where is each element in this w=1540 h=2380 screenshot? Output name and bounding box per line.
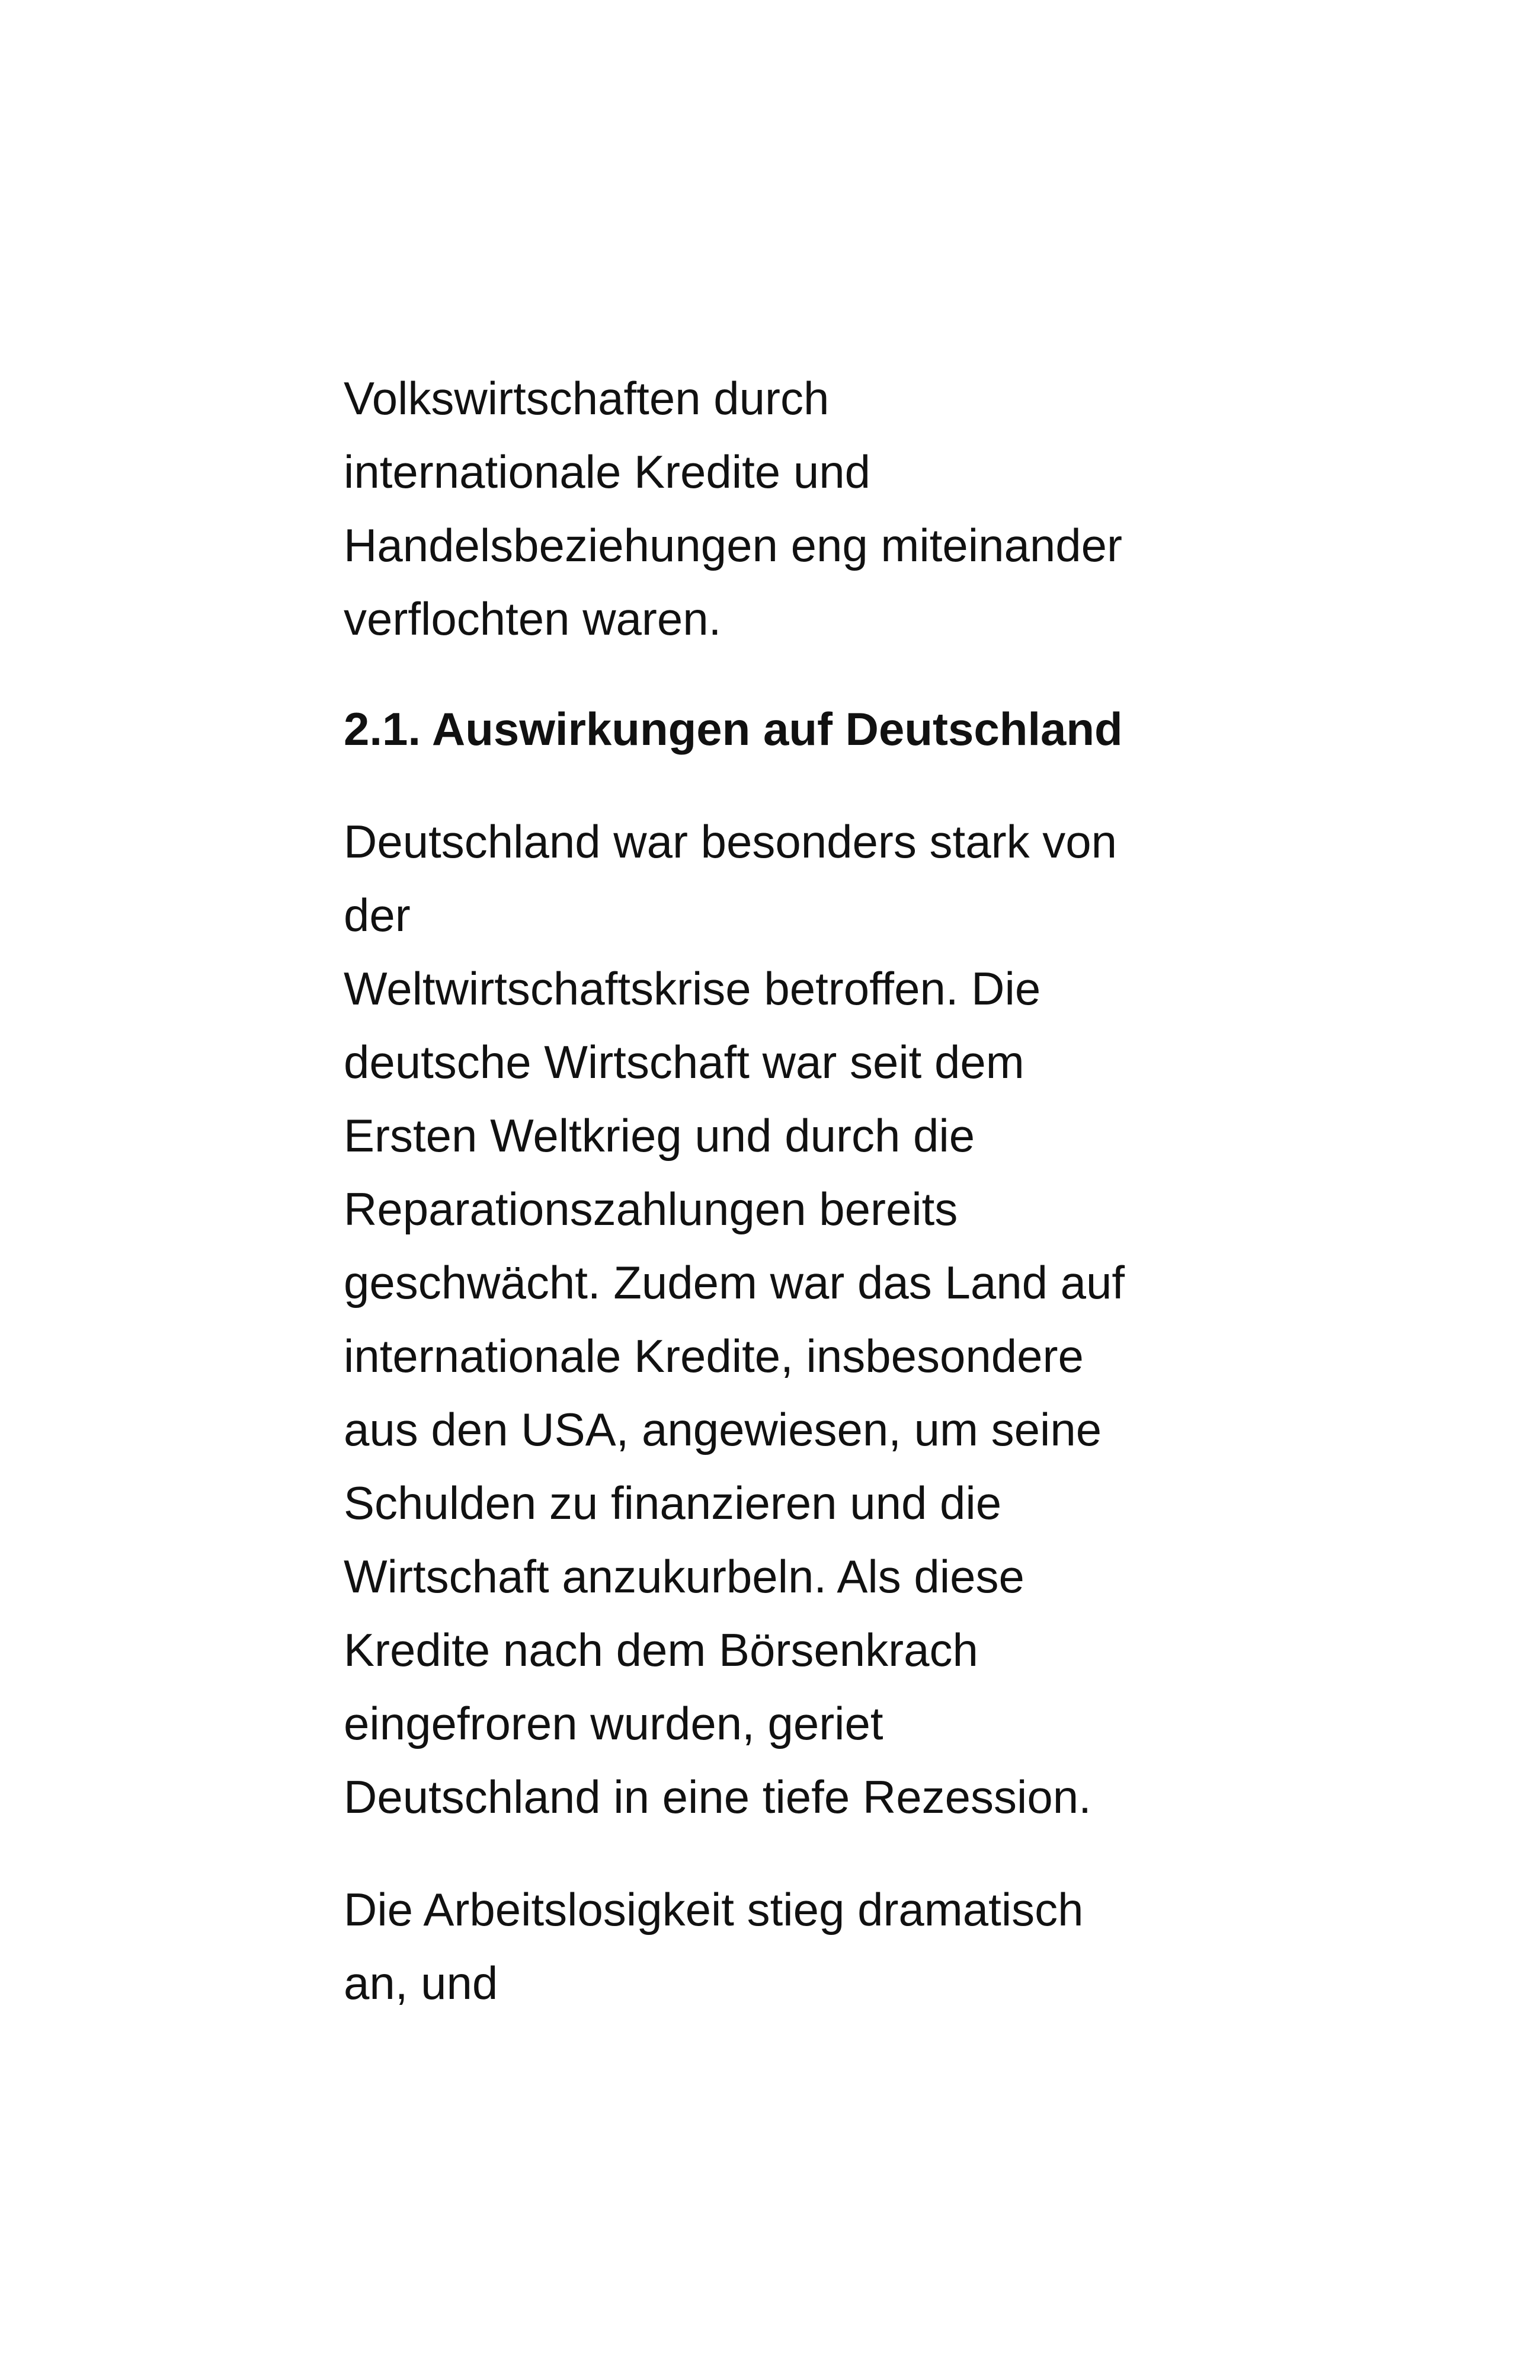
text-line: Weltwirtschaftskrise betroffen. Die [344, 962, 1041, 1015]
text-line: internationale Kredite und [344, 446, 870, 498]
text-line: Kredite nach dem Börsenkrach [344, 1624, 978, 1676]
text-column [344, 362, 1197, 2020]
text-line: deutsche Wirtschaft war seit dem [344, 1036, 1024, 1088]
text-line: Deutschland in eine tiefe Rezession. [344, 1771, 1091, 1823]
text-line: internationale Kredite, insbesondere [344, 1330, 1084, 1382]
paragraph-germany-impact [344, 805, 1197, 1834]
spacer [344, 655, 1197, 692]
paragraph-unemployment [344, 1873, 1197, 2020]
text-line: Handelsbeziehungen eng miteinander [344, 519, 1122, 571]
spacer [344, 766, 1197, 805]
text-line: Schulden zu finanzieren und die [344, 1477, 1002, 1529]
section-heading: 2.1. Auswirkungen auf Deutschland [344, 703, 1123, 755]
text-line: der [344, 889, 411, 941]
text-line: Ersten Weltkrieg und durch die [344, 1109, 975, 1162]
text-line: eingefroren wurden, geriet [344, 1697, 883, 1749]
text-line: Die Arbeitslosigkeit stieg dramatisch [344, 1883, 1084, 1936]
text-line: an, und [344, 1957, 498, 2009]
text-line: aus den USA, angewiesen, um seine [344, 1403, 1102, 1455]
text-line: Wirtschaft anzukurbeln. Als diese [344, 1550, 1024, 1602]
spacer [344, 1834, 1197, 1873]
paragraph-intro-continuation [344, 362, 1197, 655]
text-line: geschwächt. Zudem war das Land auf [344, 1256, 1125, 1309]
text-line: Deutschland war besonders stark von [344, 815, 1118, 868]
text-line: Volkswirtschaften durch [344, 372, 830, 424]
text-line: Reparationszahlungen bereits [344, 1183, 958, 1235]
text-line: verflochten waren. [344, 593, 722, 645]
